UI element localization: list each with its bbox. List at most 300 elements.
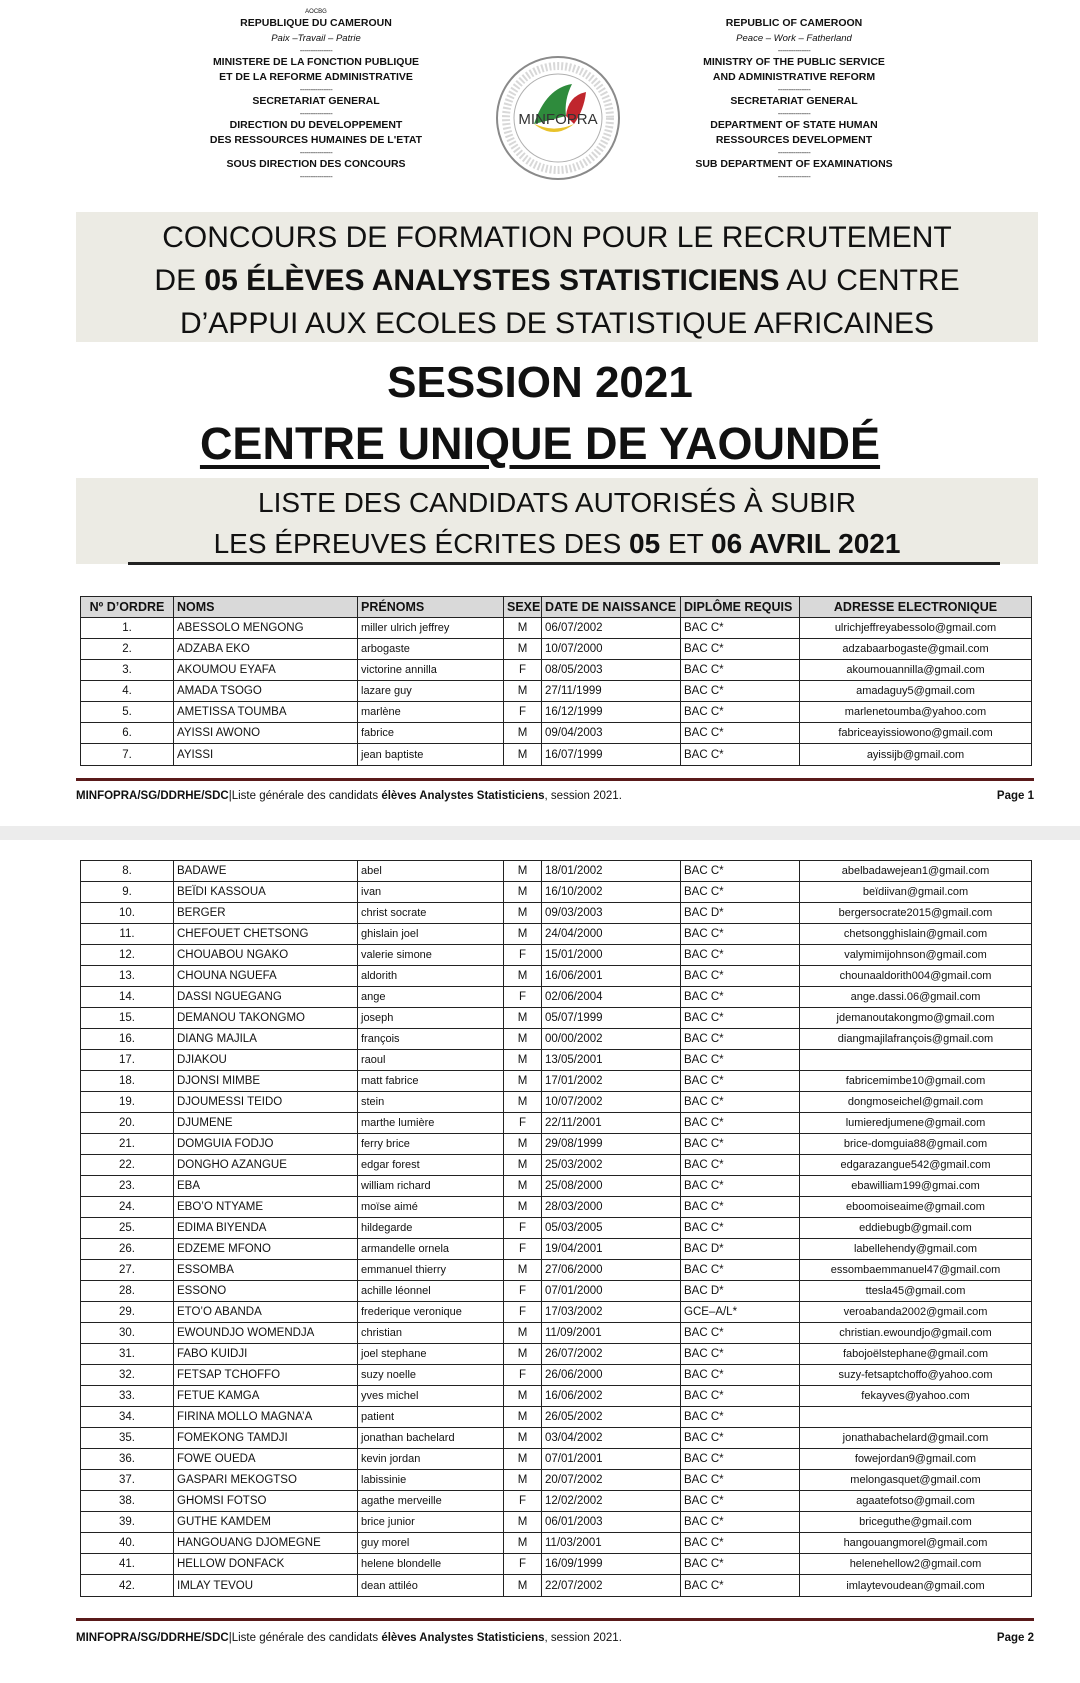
cell-name: AMETISSA TOUMBA — [174, 702, 358, 723]
cell-email — [800, 1407, 1032, 1428]
header-right-department-line2: RESSOURCES DEVELOPMENT — [715, 134, 873, 146]
cell-firstname: armandelle ornela — [358, 1239, 504, 1260]
table-row — [81, 1365, 1032, 1386]
cell-order: 32. — [81, 1365, 174, 1386]
cell-birthdate: 25/08/2000 — [542, 1176, 681, 1197]
table-row — [81, 987, 1032, 1008]
cell-sex: M — [504, 1386, 542, 1407]
cell-firstname: dean attiléo — [358, 1575, 504, 1597]
table-row — [81, 1092, 1032, 1113]
header-right-divider: --------------- — [777, 85, 811, 94]
header-left-ministry-line2: ET DE LA REFORME ADMINISTRATIVE — [219, 71, 413, 83]
cell-firstname: labissinie — [358, 1470, 504, 1491]
cell-diploma: BAC C* — [681, 1428, 800, 1449]
cell-name: DJUMENE — [174, 1113, 358, 1134]
table-row — [81, 1197, 1032, 1218]
cell-name: FETUE KAMGA — [174, 1386, 358, 1407]
cell-sex: M — [504, 1155, 542, 1176]
cell-diploma: BAC C* — [681, 1323, 800, 1344]
cell-email: fabricemimbe10@gmail.com — [800, 1071, 1032, 1092]
cell-order: 25. — [81, 1218, 174, 1239]
table-row — [81, 1050, 1032, 1071]
cell-order: 27. — [81, 1260, 174, 1281]
header-right-block — [644, 8, 944, 181]
cell-order: 8. — [81, 861, 174, 882]
footer-page1: MINFOPRA/SG/DDRHE/SDC|Liste générale des candidats élèves Analystes Statisticiens, session 2021. Page 1 — [76, 790, 1034, 802]
cell-name: DOMGUIA FODJO — [174, 1134, 358, 1155]
cell-birthdate: 02/06/2004 — [542, 987, 681, 1008]
cell-order: 29. — [81, 1302, 174, 1323]
table-row — [81, 1491, 1032, 1512]
cell-diploma: BAC C* — [681, 1176, 800, 1197]
cell-sex: F — [504, 660, 542, 681]
cell-email: diangmajilafrançois@gmail.com — [800, 1029, 1032, 1050]
cell-email: ange.dassi.06@gmail.com — [800, 987, 1032, 1008]
cell-diploma: BAC C* — [681, 1218, 800, 1239]
cell-order: 24. — [81, 1197, 174, 1218]
cell-firstname: matt fabrice — [358, 1071, 504, 1092]
cell-sex: M — [504, 1197, 542, 1218]
cell-email: marlenetoumba@yahoo.com — [800, 702, 1032, 723]
cell-sex: M — [504, 924, 542, 945]
cell-email: fekayves@yahoo.com — [800, 1386, 1032, 1407]
cell-diploma: GCE–A/L* — [681, 1302, 800, 1323]
cell-name: DJONSI MIMBE — [174, 1071, 358, 1092]
cell-firstname: achille léonnel — [358, 1281, 504, 1302]
cell-diploma: BAC C* — [681, 702, 800, 723]
col-header-order: Nº D’ORDRE — [81, 597, 174, 618]
col-header-birthdate: DATE DE NAISSANCE — [542, 597, 681, 618]
cell-email: brice-domguia88@gmail.com — [800, 1134, 1032, 1155]
table-row — [81, 1470, 1032, 1491]
col-header-email: ADRESSE ELECTRONIQUE — [800, 597, 1032, 618]
cell-firstname: marthe lumière — [358, 1113, 504, 1134]
cell-diploma: BAC C* — [681, 723, 800, 744]
cell-email: jonathabachelard@gmail.com — [800, 1428, 1032, 1449]
candidates-table-page1 — [80, 596, 1032, 766]
cell-sex: F — [504, 1218, 542, 1239]
cell-sex: M — [504, 1071, 542, 1092]
table-row — [81, 1113, 1032, 1134]
cell-firstname: ange — [358, 987, 504, 1008]
header-left-divider: --------------- — [299, 85, 333, 94]
table-row — [81, 1281, 1032, 1302]
cell-birthdate: 05/07/1999 — [542, 1008, 681, 1029]
cell-firstname: marlène — [358, 702, 504, 723]
cell-email: melongasquet@gmail.com — [800, 1470, 1032, 1491]
cell-diploma: BAC C* — [681, 1050, 800, 1071]
cell-firstname: emmanuel thierry — [358, 1260, 504, 1281]
cell-diploma: BAC C* — [681, 1029, 800, 1050]
cell-sex: M — [504, 681, 542, 702]
cell-diploma: BAC C* — [681, 1113, 800, 1134]
cell-email: bergersocrate2015@gmail.com — [800, 903, 1032, 924]
table-row — [81, 1449, 1032, 1470]
cell-order: 41. — [81, 1554, 174, 1575]
exam-title-line2: DE 05 ÉLÈVES ANALYSTES STATISTICIENS AU CENTRE — [154, 264, 960, 297]
cell-diploma: BAC C* — [681, 1365, 800, 1386]
cell-birthdate: 27/11/1999 — [542, 681, 681, 702]
cell-name: CHOUNA NGUEFA — [174, 966, 358, 987]
list-title-line2: LES ÉPREUVES ÉCRITES DES 05 ET 06 AVRIL 2021 — [213, 528, 901, 559]
table-row — [81, 861, 1032, 882]
cell-name: CHEFOUET CHETSONG — [174, 924, 358, 945]
cell-order: 35. — [81, 1428, 174, 1449]
table-row — [81, 1176, 1032, 1197]
table-row — [81, 1386, 1032, 1407]
cell-email: ttesla45@gmail.com — [800, 1281, 1032, 1302]
cell-firstname: abel — [358, 861, 504, 882]
table-row — [81, 924, 1032, 945]
logo-text: MINFOPRA — [518, 111, 598, 128]
cell-name: EWOUNDJO WOMENDJA — [174, 1323, 358, 1344]
exam-title-line1: CONCOURS DE FORMATION POUR LE RECRUTEMENT — [162, 221, 952, 254]
cell-order: 39. — [81, 1512, 174, 1533]
cell-email: ebawilliam199@gmai.com — [800, 1176, 1032, 1197]
cell-firstname: suzy noelle — [358, 1365, 504, 1386]
cell-name: ADZABA EKO — [174, 639, 358, 660]
table-row — [81, 1029, 1032, 1050]
cell-firstname: moïse aimé — [358, 1197, 504, 1218]
cell-name: GHOMSI FOTSO — [174, 1491, 358, 1512]
cell-firstname: jean baptiste — [358, 744, 504, 766]
cell-sex: F — [504, 1239, 542, 1260]
cell-firstname: kevin jordan — [358, 1449, 504, 1470]
cell-email: fabojoëlstephane@gmail.com — [800, 1344, 1032, 1365]
cell-order: 21. — [81, 1134, 174, 1155]
cell-sex: M — [504, 861, 542, 882]
cell-birthdate: 22/07/2002 — [542, 1575, 681, 1597]
cell-sex: M — [504, 1407, 542, 1428]
cell-name: FIRINA MOLLO MAGNA’A — [174, 1407, 358, 1428]
cell-name: BEÏDI KASSOUA — [174, 882, 358, 903]
cell-firstname: victorine annilla — [358, 660, 504, 681]
cell-firstname: yves michel — [358, 1386, 504, 1407]
cell-sex: M — [504, 1092, 542, 1113]
cell-order: 38. — [81, 1491, 174, 1512]
table-row — [81, 1344, 1032, 1365]
cell-diploma: BAC C* — [681, 1470, 800, 1491]
table-row — [81, 681, 1032, 702]
cell-sex: M — [504, 1344, 542, 1365]
cell-diploma: BAC C* — [681, 924, 800, 945]
cell-email: labellehendy@gmail.com — [800, 1239, 1032, 1260]
cell-name: AYISSI AWONO — [174, 723, 358, 744]
cell-order: 7. — [81, 744, 174, 766]
cell-name: GASPARI MEKOGTSO — [174, 1470, 358, 1491]
cell-diploma: BAC C* — [681, 744, 800, 766]
cell-email: adzabaarbogaste@gmail.com — [800, 639, 1032, 660]
cell-birthdate: 03/04/2002 — [542, 1428, 681, 1449]
cell-birthdate: 06/07/2002 — [542, 618, 681, 639]
cell-sex: F — [504, 702, 542, 723]
cell-email: essombaemmanuel47@gmail.com — [800, 1260, 1032, 1281]
cell-firstname: helene blondelle — [358, 1554, 504, 1575]
header-right-country: REPUBLIC OF CAMEROON — [725, 17, 863, 29]
cell-sex: M — [504, 1470, 542, 1491]
cell-diploma: BAC C* — [681, 1155, 800, 1176]
cell-order: 15. — [81, 1008, 174, 1029]
header-left-ministry-line1: MINISTERE DE LA FONCTION PUBLIQUE — [212, 56, 420, 68]
cell-order: 42. — [81, 1575, 174, 1597]
cell-order: 4. — [81, 681, 174, 702]
cell-birthdate: 12/02/2002 — [542, 1491, 681, 1512]
cell-sex: M — [504, 1134, 542, 1155]
cell-birthdate: 19/04/2001 — [542, 1239, 681, 1260]
cell-order: 10. — [81, 903, 174, 924]
cell-birthdate: 16/10/2002 — [542, 882, 681, 903]
cell-email: christian.ewoundjo@gmail.com — [800, 1323, 1032, 1344]
cell-birthdate: 26/07/2002 — [542, 1344, 681, 1365]
cell-birthdate: 05/03/2005 — [542, 1218, 681, 1239]
cell-email: beïdiivan@gmail.com — [800, 882, 1032, 903]
table-row — [81, 882, 1032, 903]
minfopra-logo — [494, 54, 622, 182]
cell-birthdate: 20/07/2002 — [542, 1470, 681, 1491]
cell-email: eboomoiseaime@gmail.com — [800, 1197, 1032, 1218]
page-number: Page 1 — [996, 790, 1034, 802]
table-header-row — [81, 597, 1032, 618]
cell-order: 37. — [81, 1470, 174, 1491]
cell-diploma: BAC D* — [681, 903, 800, 924]
cell-name: AKOUMOU EYAFA — [174, 660, 358, 681]
cell-sex: M — [504, 639, 542, 660]
cell-diploma: BAC C* — [681, 1197, 800, 1218]
table-row — [81, 1260, 1032, 1281]
cell-order: 18. — [81, 1071, 174, 1092]
cell-sex: M — [504, 882, 542, 903]
header-left-country: REPUBLIQUE DU CAMEROUN — [240, 17, 392, 29]
cell-diploma: BAC C* — [681, 1554, 800, 1575]
table-row — [81, 945, 1032, 966]
exam-title-band — [76, 212, 1038, 342]
table-row — [81, 1575, 1032, 1597]
cell-firstname: raoul — [358, 1050, 504, 1071]
cell-sex: M — [504, 903, 542, 924]
cell-sex: M — [504, 966, 542, 987]
cell-name: DIANG MAJILA — [174, 1029, 358, 1050]
cell-name: DJOUMESSI TEIDO — [174, 1092, 358, 1113]
header-right-ministry-line1: MINISTRY OF THE PUBLIC SERVICE — [703, 56, 885, 68]
cell-name: ESSOMBA — [174, 1260, 358, 1281]
cell-diploma: BAC C* — [681, 660, 800, 681]
table-row — [81, 723, 1032, 744]
cell-order: 20. — [81, 1113, 174, 1134]
header-right-divider: --------------- — [777, 109, 811, 118]
cell-birthdate: 10/07/2000 — [542, 639, 681, 660]
header-right-motto: Peace – Work – Fatherland — [736, 33, 852, 44]
cell-diploma: BAC C* — [681, 1008, 800, 1029]
header-left-direction-line1: DIRECTION DU DEVELOPPEMENT — [229, 119, 403, 131]
header-left-divider: --------------- — [299, 148, 333, 157]
page-number: Page 2 — [996, 1632, 1034, 1644]
cell-order: 23. — [81, 1176, 174, 1197]
table-row — [81, 1134, 1032, 1155]
cell-email: dongmoseichel@gmail.com — [800, 1092, 1032, 1113]
cell-sex: M — [504, 1449, 542, 1470]
cell-name: EDZEME MFONO — [174, 1239, 358, 1260]
table-row — [81, 660, 1032, 681]
cell-name: HELLOW DONFACK — [174, 1554, 358, 1575]
cell-sex: M — [504, 1260, 542, 1281]
cell-order: 28. — [81, 1281, 174, 1302]
cell-name: EBO’O NTYAME — [174, 1197, 358, 1218]
cell-birthdate: 16/07/1999 — [542, 744, 681, 766]
cell-diploma: BAC C* — [681, 1092, 800, 1113]
cell-email: briceguthe@gmail.com — [800, 1512, 1032, 1533]
cell-diploma: BAC C* — [681, 1533, 800, 1554]
cell-email: amadaguy5@gmail.com — [800, 681, 1032, 702]
cell-sex: F — [504, 1491, 542, 1512]
page-separator — [0, 826, 1080, 840]
cell-diploma: BAC C* — [681, 861, 800, 882]
cell-name: DONGHO AZANGUE — [174, 1155, 358, 1176]
table-row — [81, 1239, 1032, 1260]
cell-order: 11. — [81, 924, 174, 945]
cell-email: fowejordan9@gmail.com — [800, 1449, 1032, 1470]
header-left-secretariat: SECRETARIAT GENERAL — [252, 95, 380, 107]
cell-name: DJIAKOU — [174, 1050, 358, 1071]
cell-name: BADAWE — [174, 861, 358, 882]
cell-diploma: BAC C* — [681, 1407, 800, 1428]
cell-name: EBA — [174, 1176, 358, 1197]
cell-email: veroabanda2002@gmail.com — [800, 1302, 1032, 1323]
cell-birthdate: 27/06/2000 — [542, 1260, 681, 1281]
cell-firstname: brice junior — [358, 1512, 504, 1533]
table-row — [81, 903, 1032, 924]
cell-diploma: BAC C* — [681, 1260, 800, 1281]
cell-diploma: BAC C* — [681, 1386, 800, 1407]
cell-order: 3. — [81, 660, 174, 681]
footer-code: MINFOPRA/SG/DDRHE/SDC — [76, 790, 229, 802]
table-row — [81, 1512, 1032, 1533]
cell-firstname: stein — [358, 1092, 504, 1113]
cell-firstname: aldorith — [358, 966, 504, 987]
cell-email: agaatefotso@gmail.com — [800, 1491, 1032, 1512]
cell-sex: M — [504, 1029, 542, 1050]
cell-name: CHOUABOU NGAKO — [174, 945, 358, 966]
cell-birthdate: 16/12/1999 — [542, 702, 681, 723]
cell-email: jdemanoutakongmo@gmail.com — [800, 1008, 1032, 1029]
cell-sex: M — [504, 618, 542, 639]
cell-birthdate: 25/03/2002 — [542, 1155, 681, 1176]
cell-diploma: BAC C* — [681, 1449, 800, 1470]
cell-order: 40. — [81, 1533, 174, 1554]
cell-diploma: BAC C* — [681, 1491, 800, 1512]
list-title-line1: LISTE DES CANDIDATS AUTORISÉS À SUBIR — [258, 487, 856, 518]
cell-firstname: jonathan bachelard — [358, 1428, 504, 1449]
cell-diploma: BAC C* — [681, 945, 800, 966]
cell-diploma: BAC D* — [681, 1281, 800, 1302]
cell-firstname: guy morel — [358, 1533, 504, 1554]
cell-order: 36. — [81, 1449, 174, 1470]
cell-birthdate: 10/07/2002 — [542, 1092, 681, 1113]
cell-sex: M — [504, 1008, 542, 1029]
table-row — [81, 1218, 1032, 1239]
cell-email: ulrichjeffreyabessolo@gmail.com — [800, 618, 1032, 639]
cell-diploma: BAC C* — [681, 987, 800, 1008]
cell-diploma: BAC C* — [681, 639, 800, 660]
table-row — [81, 1302, 1032, 1323]
cell-firstname: françois — [358, 1029, 504, 1050]
cell-birthdate: 15/01/2000 — [542, 945, 681, 966]
header-right-department-line1: DEPARTMENT OF STATE HUMAN — [710, 119, 878, 131]
cell-birthdate: 16/09/1999 — [542, 1554, 681, 1575]
cell-firstname: lazare guy — [358, 681, 504, 702]
header-left-top: AOCBG — [305, 9, 327, 15]
cell-firstname: christian — [358, 1323, 504, 1344]
cell-birthdate: 18/01/2002 — [542, 861, 681, 882]
cell-birthdate: 26/05/2002 — [542, 1407, 681, 1428]
cell-diploma: BAC C* — [681, 1071, 800, 1092]
cell-name: FOWE OUEDA — [174, 1449, 358, 1470]
cell-order: 1. — [81, 618, 174, 639]
cell-birthdate: 16/06/2001 — [542, 966, 681, 987]
footer-rule — [76, 1618, 1034, 1621]
cell-birthdate: 11/09/2001 — [542, 1323, 681, 1344]
cell-email: suzy-fetsaptchoffo@yahoo.com — [800, 1365, 1032, 1386]
table-row — [81, 744, 1032, 766]
cell-birthdate: 08/05/2003 — [542, 660, 681, 681]
table-row — [81, 1407, 1032, 1428]
header-right-divider: --------------- — [777, 148, 811, 157]
cell-order: 13. — [81, 966, 174, 987]
col-header-firstnames: PRÉNOMS — [358, 597, 504, 618]
header-left-subdirection: SOUS DIRECTION DES CONCOURS — [226, 158, 406, 170]
cell-firstname: joel stephane — [358, 1344, 504, 1365]
cell-birthdate: 28/03/2000 — [542, 1197, 681, 1218]
list-title-rule — [128, 562, 1000, 565]
cell-birthdate: 17/03/2002 — [542, 1302, 681, 1323]
cell-email: chounaaldorith004@gmail.com — [800, 966, 1032, 987]
cell-order: 30. — [81, 1323, 174, 1344]
cell-name: DEMANOU TAKONGMO — [174, 1008, 358, 1029]
cell-order: 5. — [81, 702, 174, 723]
cell-email: eddiebugb@gmail.com — [800, 1218, 1032, 1239]
cell-name: IMLAY TEVOU — [174, 1575, 358, 1597]
footer-code: MINFOPRA/SG/DDRHE/SDC — [76, 1632, 229, 1644]
cell-sex: F — [504, 945, 542, 966]
cell-name: AYISSI — [174, 744, 358, 766]
table-row — [81, 639, 1032, 660]
cell-birthdate: 07/01/2000 — [542, 1281, 681, 1302]
header-left-direction-line2: DES RESSOURCES HUMAINES DE L'ETAT — [209, 134, 423, 146]
table-row — [81, 1008, 1032, 1029]
cell-sex: M — [504, 1176, 542, 1197]
cell-sex: M — [504, 744, 542, 766]
cell-email: hangouangmorel@gmail.com — [800, 1533, 1032, 1554]
table-row — [81, 966, 1032, 987]
cell-sex: M — [504, 1323, 542, 1344]
header-right-divider: --------------- — [777, 46, 811, 55]
table-row — [81, 1071, 1032, 1092]
cell-email: abelbadawejean1@gmail.com — [800, 861, 1032, 882]
col-header-names: NOMS — [174, 597, 358, 618]
cell-diploma: BAC C* — [681, 618, 800, 639]
cell-firstname: agathe merveille — [358, 1491, 504, 1512]
header-left-block — [166, 8, 466, 181]
cell-order: 16. — [81, 1029, 174, 1050]
table-row — [81, 618, 1032, 639]
candidates-table-page2 — [80, 860, 1032, 1597]
cell-order: 26. — [81, 1239, 174, 1260]
cell-order: 34. — [81, 1407, 174, 1428]
cell-name: FABO KUIDJI — [174, 1344, 358, 1365]
cell-sex: F — [504, 1302, 542, 1323]
cell-firstname: fabrice — [358, 723, 504, 744]
cell-sex: F — [504, 987, 542, 1008]
cell-birthdate: 29/08/1999 — [542, 1134, 681, 1155]
